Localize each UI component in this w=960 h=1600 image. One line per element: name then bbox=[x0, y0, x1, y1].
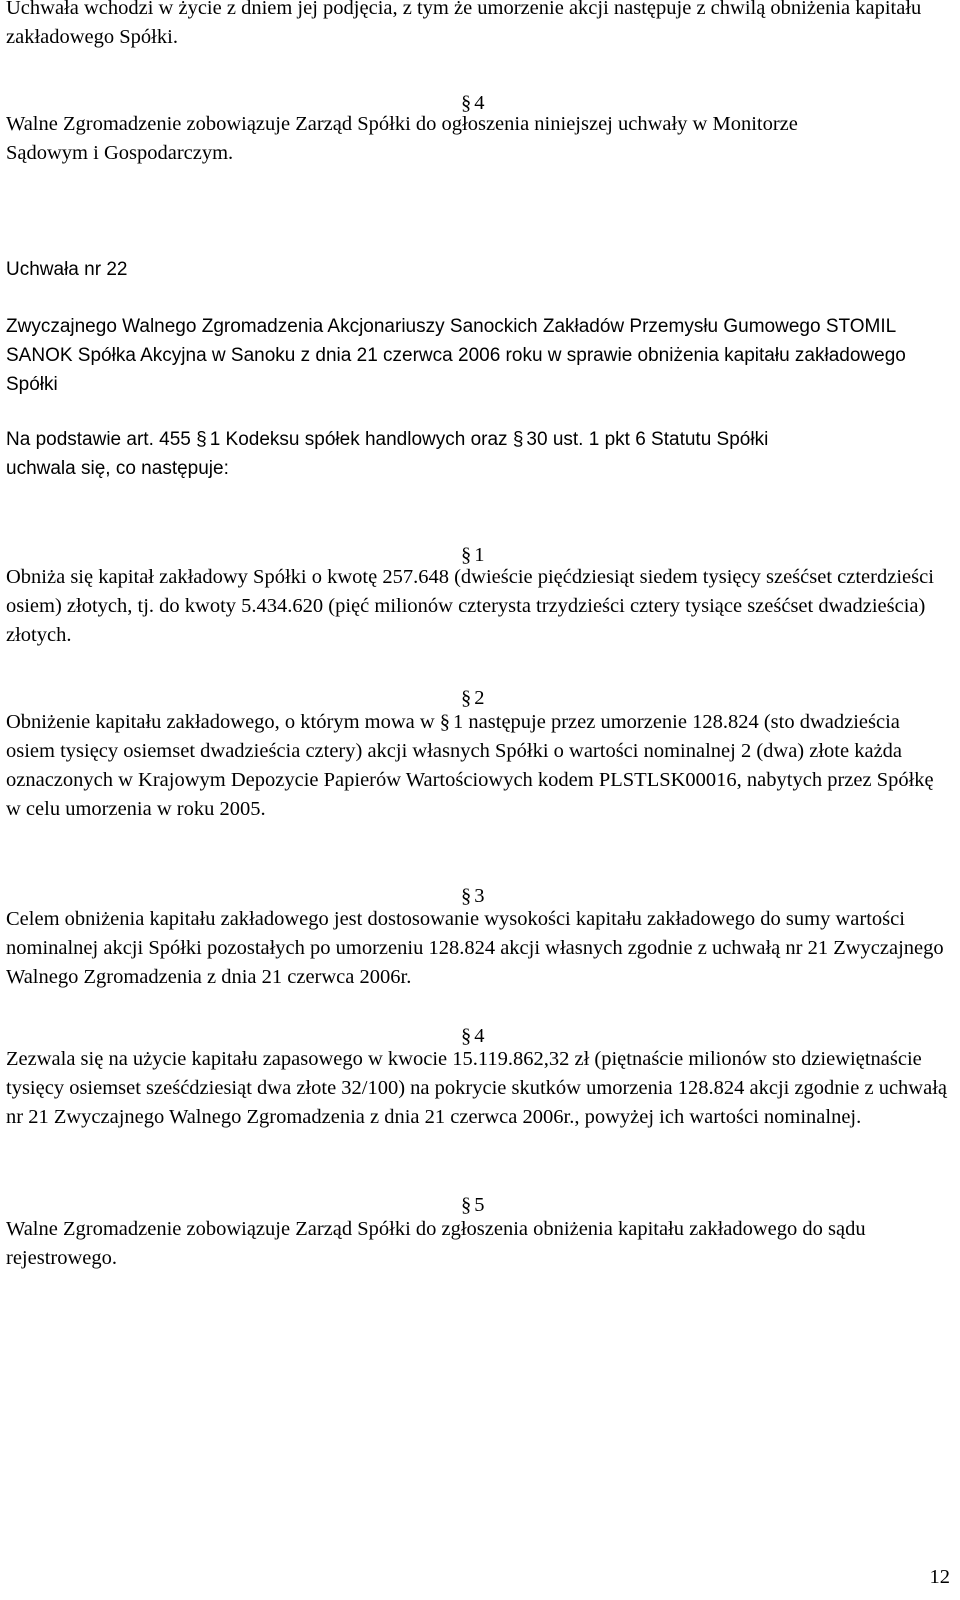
resolution-title: Uchwała nr 22 bbox=[6, 259, 128, 280]
section-symbol-icon: § bbox=[461, 885, 472, 907]
section-symbol-icon: § bbox=[439, 711, 451, 733]
section-4-text: Zezwala się na użycie kapitału zapasowego w kwocie 15.119.862,32 zł (piętnaście milionów sto dziewiętnaście tysięcy osiemset sześćdziesiąt dwa złote 32/100) na pokrycie skutków umorzenia 128.824 akcji zgodnie z uchwałą nr 21 Zwyczajnego Walnego Zgromadzenia z dnia 21 czerwca 2006r., powyżej ich wartości nominalnej. bbox=[6, 1048, 947, 1128]
section-number: 4 bbox=[474, 1025, 485, 1047]
section-symbol-icon: § bbox=[461, 544, 472, 566]
section-symbol-icon: § bbox=[461, 687, 472, 709]
resolution-subject: Zwyczajnego Walnego Zgromadzenia Akcjonariuszy Sanockich Zakładów Przemysłu Gumowego STOMIL SANOK Spółka Akcyjna w Sanoku z dnia 21 czerwca 2006 roku w sprawie obniżenia kapitału zakładowego Spółki bbox=[6, 316, 906, 395]
section-1-text: Obniża się kapitał zakładowy Spółki o kwotę 257.648 (dwieście pięćdziesiąt siedem tysięcy sześćset czterdzieści osiem) złotych, tj. do kwoty 5.434.620 (pięć milionów czterysta trzydzieści cztery tysiące sześćset dwadzieścia) złotych. bbox=[6, 566, 934, 646]
section-heading-5 bbox=[461, 1193, 485, 1217]
resolution-legal-basis bbox=[6, 425, 954, 483]
section-symbol-icon: § bbox=[461, 1194, 472, 1216]
section-symbol-icon: § bbox=[196, 429, 207, 450]
section-3-text: Celem obniżenia kapitału zakładowego jest dostosowanie wysokości kapitału zakładowego do sumy wartości nominalnej akcji Spółki pozostałych po umorzeniu 128.824 akcji własnych zgodnie z uchwałą nr 21 Zwyczajnego Walnego Zgromadzenia z dnia 21 czerwca 2006r. bbox=[6, 908, 944, 988]
section-number: 2 bbox=[474, 687, 485, 709]
section-4-prev-text: Walne Zgromadzenie zobowiązuje Zarząd Spółki do ogłoszenia niniejszej uchwały w Monitorze Sądowym i Gospodarczym. bbox=[6, 113, 798, 164]
section-number: 1 bbox=[474, 544, 485, 566]
section-symbol-icon: § bbox=[461, 92, 472, 114]
section-number: 5 bbox=[474, 1194, 485, 1216]
section-5-text: Walne Zgromadzenie zobowiązuje Zarząd Spółki do zgłoszenia obniżenia kapitału zakładowego do sądu rejestrowego. bbox=[6, 1218, 866, 1269]
section-number: 3 bbox=[474, 885, 485, 907]
section-heading-2 bbox=[461, 686, 485, 710]
section-symbol-icon: § bbox=[512, 429, 524, 450]
legal-basis-line-2: uchwala się, co następuje: bbox=[6, 458, 229, 479]
legal-basis-line-1: Na podstawie art. 455 § 1 Kodeksu spółek handlowych oraz § 30 ust. 1 pkt 6 Statutu Spółki bbox=[6, 425, 954, 454]
section-number: 4 bbox=[474, 92, 485, 114]
intro-paragraph: Uchwała wchodzi w życie z dniem jej podjęcia, z tym że umorzenie akcji następuje z chwilą obniżenia kapitału zakładowego Spółki. bbox=[6, 0, 922, 48]
page-number: 12 bbox=[929, 1566, 950, 1588]
section-symbol-icon: § bbox=[461, 1025, 472, 1047]
section-2-text: Obniżenie kapitału zakładowego, o którym mowa w § 1 następuje przez umorzenie 128.824 (sto dwadzieścia osiem tysięcy osiemset dwadzieścia cztery) akcji własnych Spółki o wartości nominalnej 2 (dwa) złote każda oznaczonych w Krajowym Depozycie Papierów Wartościowych kodem PLSTLSK00016, nabytych przez Spółkę w celu umorzenia w roku 2005. bbox=[6, 708, 936, 824]
